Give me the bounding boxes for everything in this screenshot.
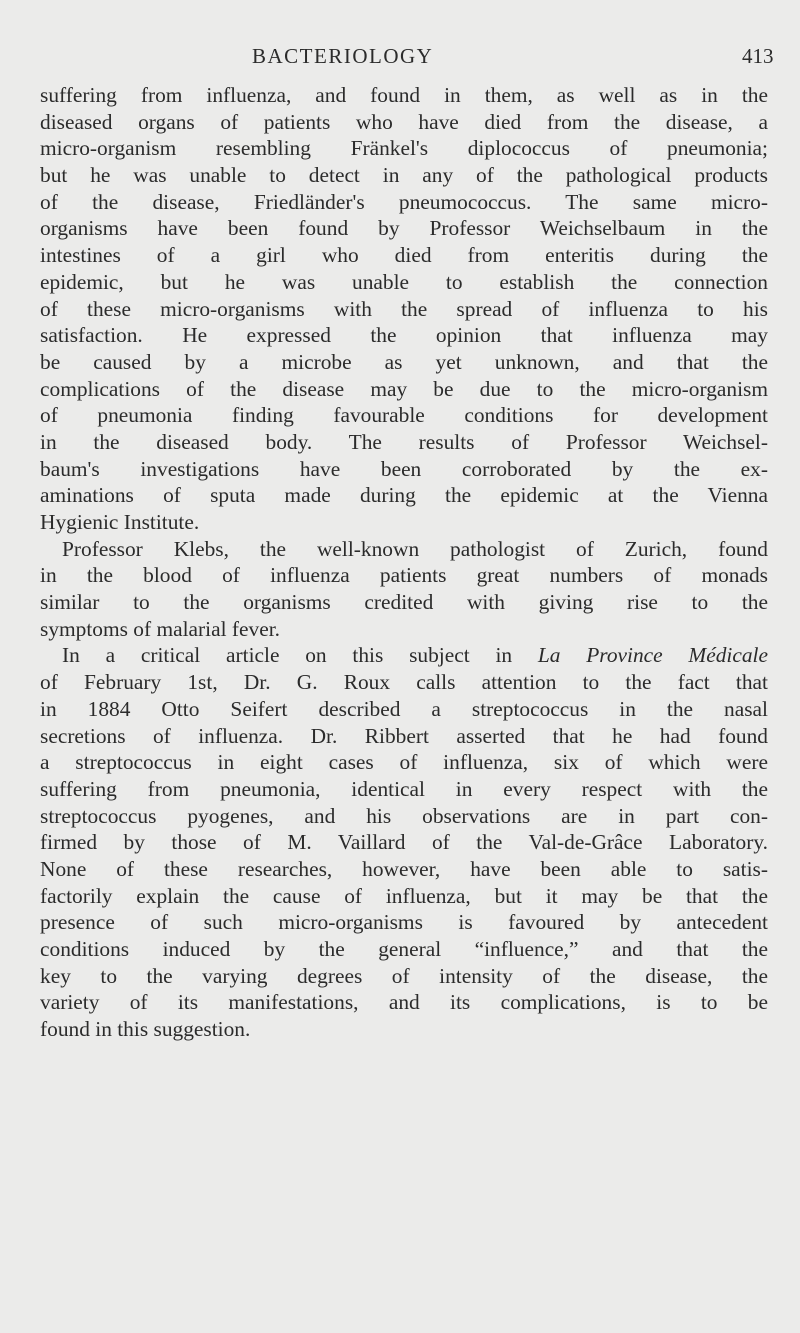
text-line: diseased organs of patients who have died from the disease, a: [40, 109, 768, 134]
text-line: Hygienic Institute.: [40, 510, 200, 534]
text-line: None of these researches, however, have been able to satis-: [40, 856, 768, 881]
running-title: BACTERIOLOGY: [252, 44, 434, 68]
journal-title: La Province Médicale: [537, 643, 768, 668]
page-number: 413: [742, 44, 774, 68]
text-line: but he was unable to detect in any of the pathological products: [40, 163, 768, 188]
text-line: of pneumonia finding favourable conditions for development: [40, 403, 768, 428]
text-line: complications of the disease may be due to the micro-organism: [40, 376, 768, 401]
text-line: organisms have been found by Professor Weichselbaum in the: [40, 216, 768, 241]
text-line: variety of its manifestations, and its complications, is to be: [40, 990, 768, 1015]
text-line: be caused by a microbe as yet unknown, and that the: [40, 349, 768, 374]
text-line: streptococcus pyogenes, and his observations are in part con-: [40, 803, 768, 828]
text-line: of these micro-organisms with the spread of influenza to his: [40, 296, 768, 321]
text-line: epidemic, but he was unable to establish the connection: [40, 269, 768, 294]
body-text: [40, 82, 768, 1043]
text-line: intestines of a girl who died from enteritis during the: [40, 243, 768, 268]
text-line: conditions induced by the general “influence,” and that the: [40, 937, 768, 961]
text-line: similar to the organisms credited with giving rise to the: [40, 590, 768, 615]
text-line: of the disease, Friedländer's pneumococcus. The same micro-: [40, 189, 768, 214]
text-line: suffering from pneumonia, identical in every respect with the: [40, 776, 768, 801]
text-line: a streptococcus in eight cases of influenza, six of which were: [40, 750, 768, 775]
running-head: [0, 44, 800, 74]
text-line: symptoms of malarial fever.: [40, 616, 280, 641]
text-line: in the diseased body. The results of Professor Weichsel-: [40, 429, 768, 454]
text-line: suffering from influenza, and found in them, as well as in the: [40, 83, 768, 107]
text-line: presence of such micro-organisms is favoured by antecedent: [40, 910, 768, 935]
text-line: firmed by those of M. Vaillard of the Val-de-Grâce Laboratory.: [40, 830, 768, 855]
text-line: found in this suggestion.: [40, 1017, 251, 1042]
text-line: in the blood of influenza patients great numbers of monads: [40, 563, 768, 588]
text-line: satisfaction. He expressed the opinion that influenza may: [40, 323, 768, 348]
text-line: factorily explain the cause of influenza, but it may be that the: [40, 883, 768, 908]
text-line: aminations of sputa made during the epidemic at the Vienna: [40, 483, 768, 508]
text-line: baum's investigations have been corroborated by the ex-: [40, 456, 768, 481]
text-line: In a critical article on this subject in La Province Médicale: [62, 643, 768, 668]
text-line: of February 1st, Dr. G. Roux calls attention to the fact that: [40, 670, 768, 695]
text-line: secretions of influenza. Dr. Ribbert asserted that he had found: [40, 723, 768, 748]
text-line: Professor Klebs, the well-known pathologist of Zurich, found: [62, 536, 768, 561]
text-line: in 1884 Otto Seifert described a streptococcus in the nasal: [40, 696, 768, 721]
text-line: micro-organism resembling Fränkel's diplococcus of pneumonia;: [40, 136, 768, 161]
text-line: key to the varying degrees of intensity of the disease, the: [40, 963, 768, 988]
